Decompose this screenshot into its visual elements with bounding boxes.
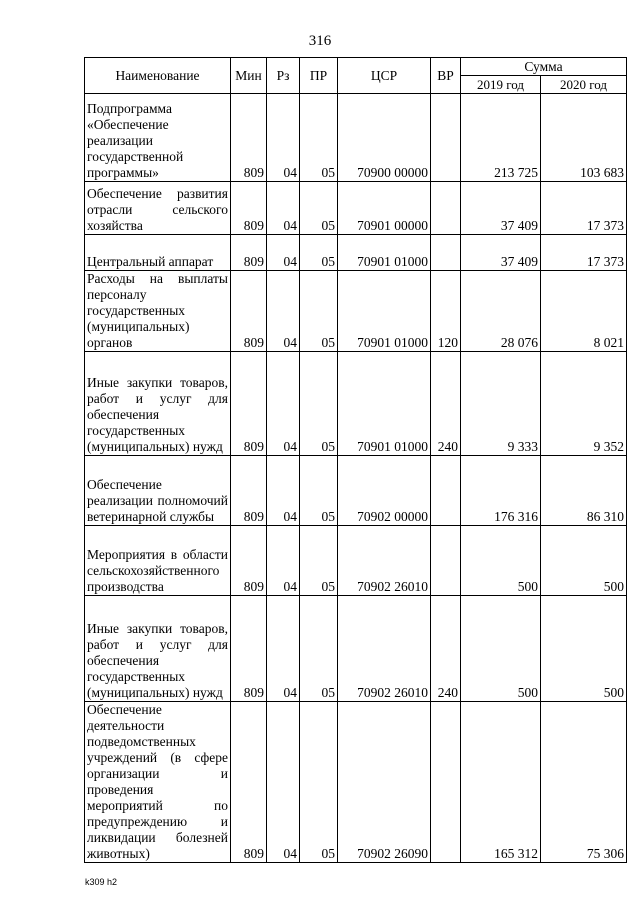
page-footer-code: k309 h2 [85,877,118,887]
row-vr [431,94,461,182]
row-sum-2020: 103 683 [541,94,627,182]
header-vr: ВР [431,58,461,94]
row-pr: 05 [300,235,338,271]
row-sum-2019: 37 409 [461,182,541,235]
row-rz: 04 [267,94,300,182]
header-min: Мин [231,58,267,94]
row-csr: 70902 26090 [338,702,431,863]
table-row [85,182,627,235]
row-rz: 04 [267,526,300,596]
row-pr: 05 [300,94,338,182]
row-sum-2019: 9 333 [461,352,541,456]
row-rz: 04 [267,235,300,271]
row-name: Центральный аппарат [85,235,231,271]
row-sum-2020: 8 021 [541,271,627,352]
row-sum-2019: 500 [461,596,541,702]
table-row [85,526,627,596]
row-csr: 70902 00000 [338,456,431,526]
row-sum-2020: 17 373 [541,182,627,235]
row-name: Обеспечение развития отрасли сельского хозяйства [85,182,231,235]
row-rz: 04 [267,702,300,863]
row-pr: 05 [300,526,338,596]
header-year-2020: 2020 год [541,76,627,94]
header-name: Наименование [85,58,231,94]
page-number: 316 [308,33,332,49]
row-vr [431,235,461,271]
row-sum-2019: 165 312 [461,702,541,863]
row-sum-2020: 17 373 [541,235,627,271]
header-year-2019: 2019 год [461,76,541,94]
row-name: Обеспечение реализации полномочий ветеринарной службы [85,456,231,526]
row-pr: 05 [300,596,338,702]
row-rz: 04 [267,182,300,235]
row-name: Иные закупки товаров, работ и услуг для обеспечения государственных (муниципальных) нужд [85,596,231,702]
table-row [85,456,627,526]
row-sum-2019: 176 316 [461,456,541,526]
row-min: 809 [231,456,267,526]
row-csr: 70902 26010 [338,596,431,702]
header-csr: ЦСР [338,58,431,94]
header-rz: Рз [267,58,300,94]
row-pr: 05 [300,182,338,235]
row-min: 809 [231,596,267,702]
row-pr: 05 [300,456,338,526]
row-rz: 04 [267,271,300,352]
row-csr: 70901 01000 [338,271,431,352]
budget-table [84,57,627,863]
row-csr: 70901 01000 [338,352,431,456]
row-name: Иные закупки товаров, работ и услуг для обеспечения государственных (муниципальных) нужд [85,352,231,456]
row-name: Подпрограмма «Обеспечение реализации государственной программы» [85,94,231,182]
row-csr: 70900 00000 [338,94,431,182]
row-pr: 05 [300,271,338,352]
row-csr: 70901 01000 [338,235,431,271]
table-row [85,596,627,702]
table-row [85,235,627,271]
table-body [85,94,627,863]
row-pr: 05 [300,352,338,456]
table-row [85,94,627,182]
row-name: Обеспечение деятельности подведомственных учреждений (в сфере организации и проведения мероприятий по предупреждению и ликвидации болезней животных) [85,702,231,863]
row-min: 809 [231,352,267,456]
row-min: 809 [231,182,267,235]
row-vr: 120 [431,271,461,352]
table-row [85,352,627,456]
table-header [85,58,627,94]
row-sum-2019: 28 076 [461,271,541,352]
table-row [85,271,627,352]
row-sum-2019: 500 [461,526,541,596]
row-name: Мероприятия в области сельскохозяйственного производства [85,526,231,596]
row-vr [431,182,461,235]
row-min: 809 [231,271,267,352]
row-sum-2020: 75 306 [541,702,627,863]
row-vr [431,702,461,863]
row-min: 809 [231,702,267,863]
row-sum-2020: 500 [541,596,627,702]
header-sum: Сумма [461,58,627,76]
row-rz: 04 [267,352,300,456]
row-vr: 240 [431,596,461,702]
row-sum-2019: 213 725 [461,94,541,182]
row-vr [431,526,461,596]
row-vr: 240 [431,352,461,456]
row-min: 809 [231,526,267,596]
row-min: 809 [231,235,267,271]
row-rz: 04 [267,456,300,526]
row-sum-2019: 37 409 [461,235,541,271]
row-csr: 70902 26010 [338,526,431,596]
row-name: Расходы на выплаты персоналу государственных (муниципальных) органов [85,271,231,352]
row-sum-2020: 86 310 [541,456,627,526]
row-sum-2020: 500 [541,526,627,596]
table-row [85,702,627,863]
header-pr: ПР [300,58,338,94]
row-min: 809 [231,94,267,182]
row-sum-2020: 9 352 [541,352,627,456]
row-csr: 70901 00000 [338,182,431,235]
row-pr: 05 [300,702,338,863]
row-rz: 04 [267,596,300,702]
row-vr [431,456,461,526]
